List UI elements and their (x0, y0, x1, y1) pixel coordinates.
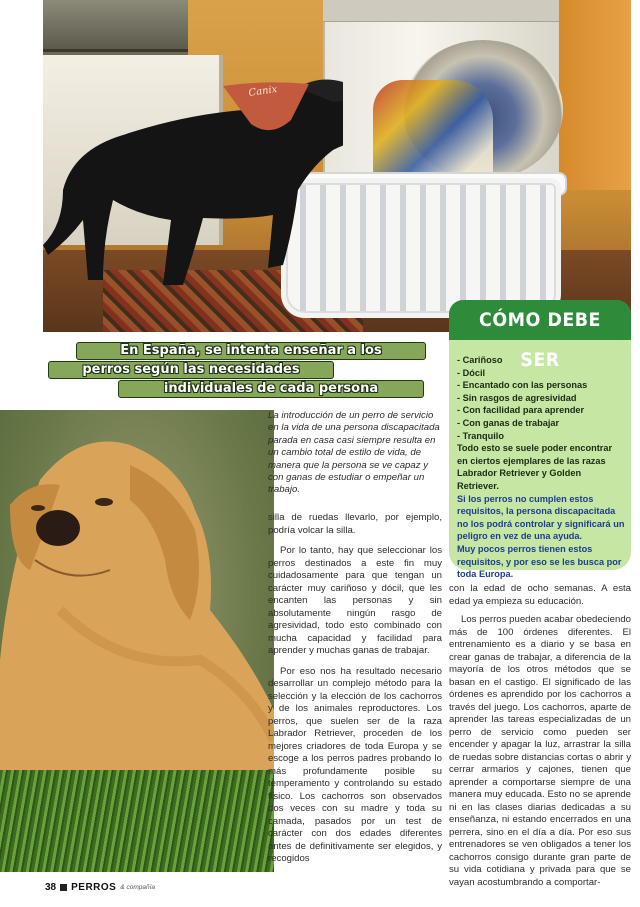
article-column-middle (268, 512, 442, 866)
article-paragraph: Los perros pueden acabar obedeciendo más de 100 órdenes diferentes. El entrenamiento es a diario y se basa en crear ganas de trabajar, a diferencia de la mayoría de los otros métodos que se basan en el castigo. El significado de las órdenes es aprendido por los cachorros a través del juego. Los cachorros, aparte de aprender las tareas especializadas de un perro de servicio como pueden ser encender y apagar la luz, arrastrar la silla de ruedas sobre distancias cortas o abrir y cerrar armarios y cajones, tienen que aprender a comportarse siempre de una manera muy educada. Esto no se aprende ni en las clases diarias dedicadas a su enseñanza, ni estando encerrados en una perrera, sino en el día a día. Por eso sus entrenadores se ven obligados a tener los cachorros consigo durante gran parte de su vida cotidiana y privada para que se vayan acostumbrando a comportar- (449, 614, 631, 888)
top-photo-dog-laundry (43, 0, 631, 332)
requirements-sidebar (449, 300, 631, 580)
sidebar-title: CÓMO DEBE SER (456, 300, 623, 340)
list-item: - Sin rasgos de agresividad (457, 392, 577, 403)
magazine-name: PERROS (71, 881, 117, 893)
sidebar-paragraph-breeds: Todo esto se suele poder encontrar en ciertos ejemplares de las razas Labrador Retriever y Golden Retriever. (457, 443, 613, 491)
list-item: - Con facilidad para aprender (457, 405, 585, 416)
list-item: - Cariñoso (457, 355, 503, 365)
headline-line-1: En España, se intenta enseñar a los (76, 342, 426, 360)
black-dog-illustration (43, 40, 343, 300)
list-item: - Encantado con las personas (457, 380, 588, 391)
article-paragraph: Por eso nos ha resultado necesario desarrollar un complejo método para la selección y la elección de los cachorros y de los animales reproductores. Los perros, que suelen ser de la raza Labrador Retriever, proceden de los mejores criadores de toda Europa y se escoge a los perros padres probando lo más profundamente posible su temperamento y controlando su estado físico. Los cachorros son observados dos veces con su madre y toda su camada, pasados por un test de carácter con dos edades diferentes antes de definitivamente ser elegidos, y recogidos (268, 665, 442, 864)
bandana-label: Canix (247, 84, 279, 99)
article-intro: La introducción de un perro de servicio en la vida de una persona discapacitada parada en casa casi siempre resulta en un cambio total de estilo de vida, de manera que la persona se ve capaz y con ganas de estudiar o empeñar un trabajo. (268, 410, 440, 496)
magazine-subtitle: & compañía (120, 883, 156, 891)
sidebar-paragraph-warning: Si los perros no cumplen estos requisitos, la persona discapacitada no los podrá controlar y significará un peligro en vez de una ayuda. (457, 493, 625, 542)
photo-washer-control-panel (323, 0, 559, 22)
photo-grass (0, 770, 274, 872)
photo-wood-cabinet (558, 0, 631, 190)
list-item: - Tranquilo (457, 430, 504, 441)
page-footer (45, 880, 155, 894)
headline-line-2: perros según las necesidades (48, 361, 334, 379)
headline (48, 342, 428, 400)
list-item: - Con ganas de trabajar (457, 417, 560, 428)
headline-line-3: individuales de cada persona (118, 380, 424, 398)
page-number: 38 (45, 881, 57, 893)
article-paragraph: silla de ruedas llevarlo, por ejemplo, podría volcar la silla. (268, 512, 442, 536)
list-item: - Dócil (457, 367, 486, 378)
article-paragraph: con la edad de ocho semanas. A esta edad ya empieza su educación. (449, 583, 631, 607)
magazine-square-icon (60, 884, 67, 891)
labrador-photo (0, 410, 274, 872)
article-paragraph: Por lo tanto, hay que seleccionar los perros destinados a este fin muy cuidadosamente para que tengan un carácter muy cariñoso y dócil, que les encanten las personas y sin absolutamente ningún rasgo de agresividad, todo esto combinado con mucha capacidad y facilidad para aprender y muchas ganas de trabajar. (268, 545, 442, 656)
article-column-right (449, 583, 631, 889)
sidebar-paragraph-scarcity: Muy pocos perros tienen estos requisitos, y por eso se les busca por toda Europa. (457, 543, 622, 580)
